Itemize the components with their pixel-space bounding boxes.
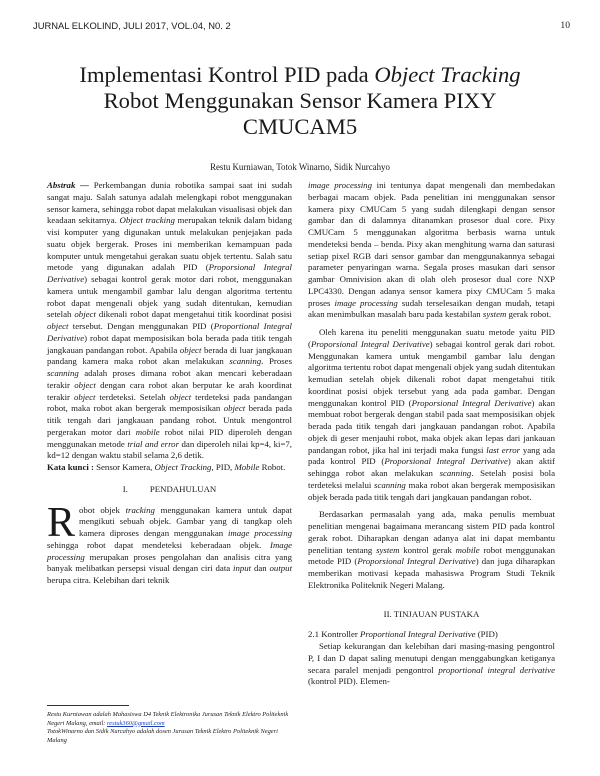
footnote: Restu Kurniawan adalah Mahasiswa D4 Teknik Elektronika Jurusan Teknik Elektro Politeknik Negeri Malang, email: restuk360@gmail.com TotokWinarno dan Sidik Nurcahyo adalah dosen Jurusan Teknik Elektro Politeknik Negeri Malang	[47, 711, 289, 744]
right-column	[308, 180, 555, 688]
page-number: 10	[560, 20, 570, 31]
title-line1-text: Implementasi Kontrol PID pada	[79, 62, 375, 87]
title-line2: Robot Menggunakan Sensor Kamera PIXY	[103, 88, 497, 113]
section-heading-pendahuluan: I. PENDAHULUAN	[122, 483, 217, 494]
right-paragraph-4: Setiap kekurangan dan kelebihan dari masing-masing pengontrol P, I dan D dapat saling menutupi dengan menggabungkan ketiganya secara paralel menjadi pengontrol proportional integral derivative (kontrol PID). Elemen-	[308, 641, 555, 687]
drop-cap: R	[47, 499, 76, 546]
title-line1-italic: Object Tracking	[374, 62, 521, 87]
abstract-label: Abstrak —	[47, 180, 89, 190]
author-email-link[interactable]: restuk360@gmail.com	[107, 719, 165, 727]
keywords-label: Kata kunci :	[47, 462, 94, 472]
paper-title	[30, 62, 570, 140]
keywords: Kata kunci : Sensor Kamera, Object Tracking, PID, Mobile Robot.	[47, 462, 286, 472]
left-column	[47, 180, 292, 587]
right-paragraph-1: image processing ini tentunya dapat mengenali dan membedakan berbagai macam objek. Pada penelitian ini menggunakan sensor kamera pixy CMUCam 5 yang sudah dilengkapi dengan sensor gambar dan di dalamnya ditanamkan prosesor dual core. Pixy CMUCam 5 menggunakan algoritma berbasis warna untuk mendeteksi benda – benda. Pixy akan menghitung warna dan saturasi setiap pixel RGB dari sensor gambar dan menggunakannya sebagai parameter penyaringan warna. Segala proses masukan dari sensor gambar Omnivision akan di olah oleh prosesor dual core NXP LPC4330. Dengan adanya sensor kamera pixy CMUCam 5 maka proses image processing sudah terselesaikan dengan mudah, tetapi akan menimbulkan masalah baru pada kestabilan system gerak robot.	[308, 180, 556, 320]
abstract: Abstrak — Perkembangan dunia robotika sampai saat ini sudah sangat maju. Salah satunya adalah melengkapi robot menggunakan sensor kamera, sehingga robot dapat melakukan visualisasi objek dan keadaan sekitarnya. Object tracking merupakan teknik dalam bidang visi komputer yang digunakan untuk melakukan penjejakan pada suatu objek bergerak. Proses ini memberikan kemampuan pada komputer untuk mengetahui gerakan suatu objek tertentu. Salah satu metode yang digunakan adalah PID (Proporsional Integral Derivative) sebagai kontrol gerak motor dari robot, menggunakan kamera untuk mengambil gambar lalu dengan algoritma tertentu robot dapat mengenali objek yang sudah ditentukan, kemudian setelah object dikenali robot dapat mengetahui titik koordinat posisi object tersebut. Dengan menggunakan PID (Proportional Integral Derivative) robot dapat memposisikan bola berada pada titik tengah jangkauan pandangan robot. Apabila object berada di luar jangkauan pandang kamera maka robot akan melakukan scanning. Proses scanning adalah proses dimana robot akan mencari keberadaan terakir object dengan cara robot akan berputar ke arah koordinat terakir object terdeteksi. Setelah object terdeteksi pada pandangan robot, maka robot akan bergerak memposisikan object berada pada titik tengah dari jangkauan pandang robot. Untuk mengontrol pergerakan motor dari mobile robot nilai PID diperoleh dengan menggunakan metode trial and error dan diperoleh nilai kp=4, ki=7, kd=12 dengan waktu stabil selama 2,6 detik.	[47, 180, 293, 461]
author-list: Restu Kurniawan, Totok Winarno, Sidik Nurcahyo	[210, 162, 390, 172]
subsection-heading-pid: 2.1 Kontroller Proportional Integral Derivative (PID)	[308, 629, 498, 640]
footnote-divider	[47, 705, 129, 706]
right-paragraph-2: Oleh karena itu peneliti menggunakan suatu metode yaitu PID (Proporsional Integral Derivative) sebagai kontrol gerak dari robot. Menggunakan kamera untuk mengambil gambar lalu dengan algoritma tertentu robot dapat mengenali objek yang sudah ditentukan kemudian setelah objek dikenali robot dapat mengetahui titik koordinat posisi objek tersebut yang ada pada gambar. Dengan menggunakan kontrol PID (Proporsional Integral Derivative) akan membuat robot bergerak dengan stabil pada saat memposisikan objek berada pada titik tengah dari jangkauan pandangan robot. Apabila objek di geser menjauhi robot, maka objek akan lepas dari jankauan pandangan robot, jika hal ini terjadi maka fungsi last error yang ada pada kontrol PID (Proporsional Integral Derivative) akan aktif sehingga robot akan melakukan scanning. Setelah posisi bola terdeteksi melalui scanning maka robot akan bergerak memposisikan objek berada pada titik tengah dari jangkauan pandangan robot.	[308, 327, 556, 502]
running-header	[33, 20, 570, 34]
right-paragraph-3: Berdasarkan permasalah yang ada, maka penulis membuat penelitian mengenai bagaimana merancang sistem PID pada kontrol gerak robot. Diharapkan dengan adanya alat ini dapat membantu penelitian tentang system kontrol gerak mobile robot menggunakan metode PID (Proporsional Integral Derivative) dan juga diharapkan memberikan motivasi kepada mahasiswa Program Studi Teknik Elektronika Politeknik Negeri Malang.	[308, 509, 556, 590]
title-line3: CMUCAM5	[242, 114, 358, 139]
journal-name: JURNAL ELKOLIND, JULI 2017, VOL.04, N0. 2	[33, 20, 231, 31]
intro-paragraph: Robot objek tracking menggunakan kamera untuk dapat mengikuti sebuah objek. Gambar yang di tangkap oleh kamera diproses dengan menggunakan image processing sehingga robot dapat mendeteksi keberadaan objek. Image processing merupakan proses pengolahan dan analisis citra yang banyak melibatkan persepsi visual dengan ciri data input dan output berupa citra. Kelebihan dari teknik	[47, 499, 293, 585]
section-heading-tinjauan-pustaka: II. TINJAUAN PUSTAKA	[383, 608, 480, 619]
